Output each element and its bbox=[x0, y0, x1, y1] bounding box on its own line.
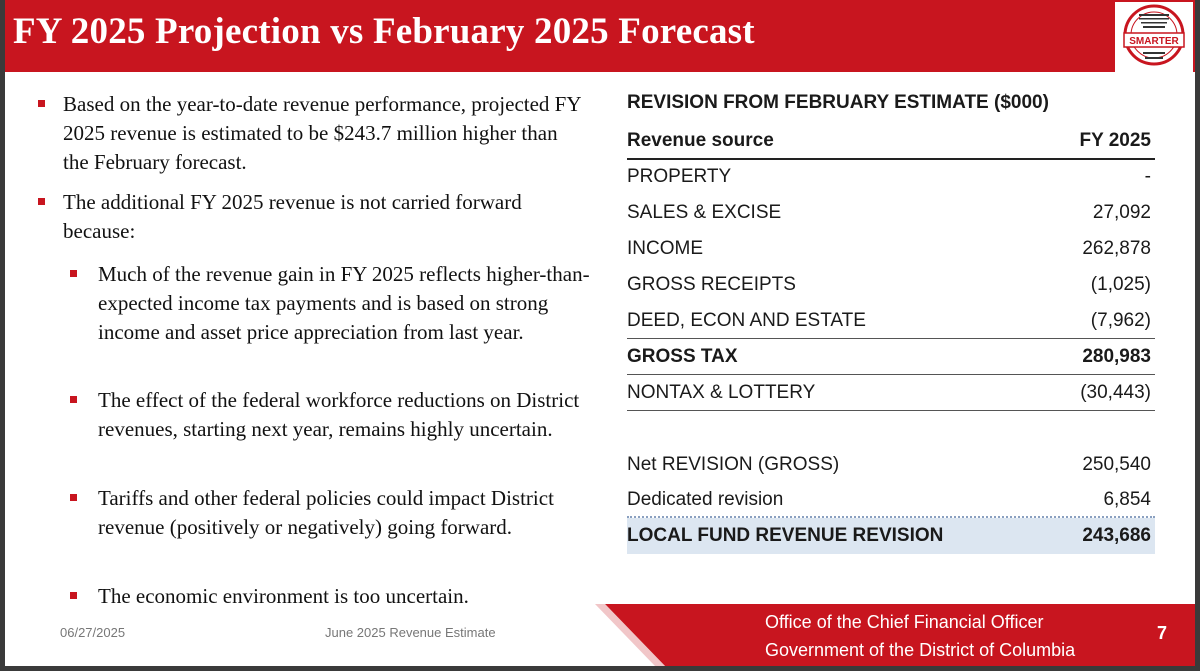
row-label: GROSS TAX bbox=[627, 346, 738, 367]
row-label: GROSS RECEIPTS bbox=[627, 274, 796, 295]
row-label: LOCAL FUND REVENUE REVISION bbox=[627, 525, 944, 546]
office-line-2: Government of the District of Columbia bbox=[765, 640, 1076, 660]
footer-subtitle: June 2025 Revenue Estimate bbox=[325, 625, 496, 640]
row-value: 280,983 bbox=[1082, 346, 1151, 367]
row-value: 27,092 bbox=[1092, 202, 1151, 223]
row-value: 6,854 bbox=[1103, 489, 1151, 510]
row-value: 262,878 bbox=[1082, 238, 1151, 259]
footer-banner bbox=[5, 0, 1195, 666]
table-title: REVISION FROM FEBRUARY ESTIMATE ($000) bbox=[627, 92, 1049, 113]
row-value: - bbox=[1144, 166, 1151, 187]
row-label: SALES & EXCISE bbox=[627, 202, 782, 223]
bullet-text: The economic environment is too uncertain. bbox=[98, 584, 469, 608]
row-label: Net REVISION (GROSS) bbox=[627, 454, 840, 475]
bullet-text: Much of the revenue gain in FY 2025 reflects higher-than-expected income tax payments and is based on strong income and asset price appreciation from last year. bbox=[98, 262, 590, 344]
slide-title: FY 2025 Projection vs February 2025 Forecast bbox=[13, 11, 755, 52]
footer-date: 06/27/2025 bbox=[60, 625, 126, 640]
bullet-text: Tariffs and other federal policies could impact District revenue (positively or negatively) going forward. bbox=[98, 486, 554, 539]
bullet-text: Based on the year-to-date revenue performance, projected FY 2025 revenue is estimated to be $243.7 million higher than the February forecast. bbox=[63, 92, 581, 174]
header-year: FY 2025 bbox=[1079, 130, 1151, 151]
slide bbox=[5, 0, 1195, 666]
row-label: DEED, ECON AND ESTATE bbox=[627, 310, 866, 331]
row-label: Dedicated revision bbox=[627, 489, 784, 510]
row-value: (7,962) bbox=[1090, 310, 1151, 331]
row-value: 250,540 bbox=[1082, 454, 1151, 475]
row-value: (30,443) bbox=[1080, 382, 1151, 403]
row-label: INCOME bbox=[627, 238, 703, 259]
page-number: 7 bbox=[1157, 623, 1168, 643]
row-label: PROPERTY bbox=[627, 166, 732, 187]
row-value: 243,686 bbox=[1082, 525, 1151, 546]
row-label: NONTAX & LOTTERY bbox=[627, 382, 816, 403]
bullet-text: The additional FY 2025 revenue is not carried forward because: bbox=[63, 190, 522, 243]
header-source: Revenue source bbox=[627, 130, 774, 151]
logo-text: SMARTER bbox=[1129, 36, 1179, 47]
office-line-1: Office of the Chief Financial Officer bbox=[765, 612, 1044, 632]
row-value: (1,025) bbox=[1090, 274, 1151, 295]
bullet-text: The effect of the federal workforce reductions on District revenues, starting next year, remains highly uncertain. bbox=[98, 388, 580, 441]
